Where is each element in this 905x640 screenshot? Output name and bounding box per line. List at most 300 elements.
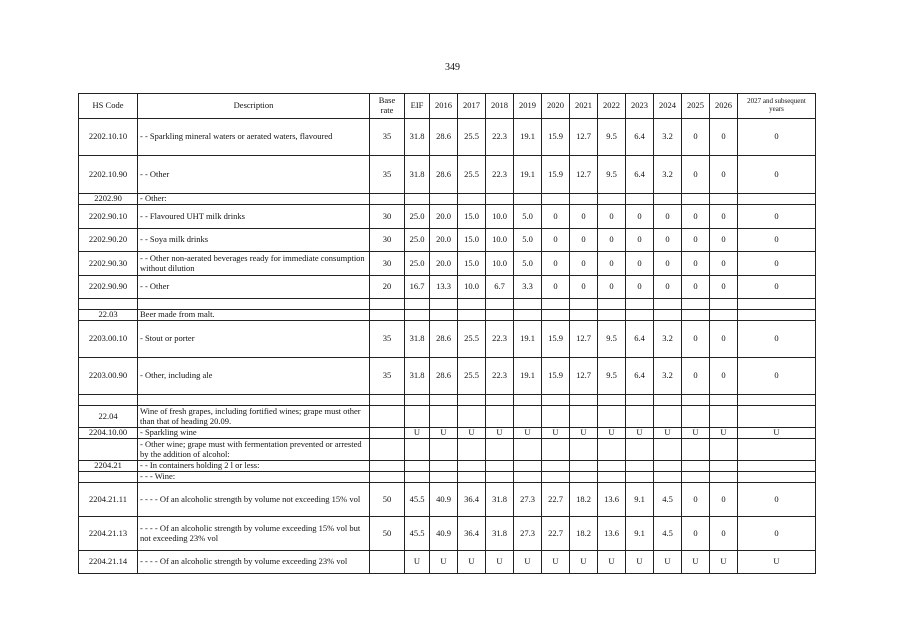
rate-cell: 13.6: [598, 517, 626, 551]
rate-cell: [598, 395, 626, 406]
rate-cell: [430, 395, 458, 406]
column-header: 2020: [542, 94, 570, 119]
rate-cell: 0: [710, 517, 738, 551]
rate-cell: 0: [598, 229, 626, 252]
rate-cell: [514, 406, 542, 428]
rate-cell: [626, 461, 654, 472]
rate-cell: 15.9: [542, 156, 570, 194]
rate-cell: [654, 472, 682, 483]
rate-cell: 12.7: [570, 358, 598, 395]
rate-cell: 15.0: [458, 229, 486, 252]
rate-cell: 0: [738, 252, 816, 276]
rate-cell: 4.5: [654, 517, 682, 551]
rate-cell: [430, 406, 458, 428]
rate-cell: [626, 310, 654, 321]
hs-code-cell: 2202.10.10: [79, 119, 138, 156]
rate-cell: U: [570, 428, 598, 439]
rate-cell: [654, 406, 682, 428]
rate-cell: 0: [738, 156, 816, 194]
rate-cell: [626, 194, 654, 205]
rate-cell: 15.9: [542, 119, 570, 156]
base-rate-cell: [370, 472, 405, 483]
rate-cell: [542, 310, 570, 321]
column-header: HS Code: [79, 94, 138, 119]
rate-cell: 5.0: [514, 229, 542, 252]
base-rate-cell: 35: [370, 119, 405, 156]
rate-cell: 0: [710, 483, 738, 517]
rate-cell: 9.5: [598, 321, 626, 358]
rate-cell: [654, 299, 682, 310]
rate-cell: [405, 406, 430, 428]
description-cell: - - Other: [138, 276, 370, 299]
base-rate-cell: 20: [370, 276, 405, 299]
rate-cell: U: [542, 551, 570, 574]
rate-cell: [682, 406, 710, 428]
rate-cell: [430, 461, 458, 472]
rate-cell: 0: [654, 205, 682, 229]
rate-cell: 0: [738, 119, 816, 156]
description-cell: - Other, including ale: [138, 358, 370, 395]
rate-cell: 0: [738, 321, 816, 358]
rate-cell: [682, 194, 710, 205]
rate-cell: 40.9: [430, 483, 458, 517]
rate-cell: [570, 472, 598, 483]
rate-cell: U: [738, 428, 816, 439]
column-header: EIF: [405, 94, 430, 119]
rate-cell: 0: [682, 119, 710, 156]
rate-cell: 6.7: [486, 276, 514, 299]
rate-cell: [738, 194, 816, 205]
rate-cell: 0: [710, 358, 738, 395]
rate-cell: 27.3: [514, 517, 542, 551]
rate-cell: 0: [654, 252, 682, 276]
rate-cell: 0: [710, 321, 738, 358]
rate-cell: [514, 439, 542, 461]
rate-cell: 9.5: [598, 156, 626, 194]
rate-cell: [682, 461, 710, 472]
description-cell: - Other wine; grape must with fermentation prevented or arrested by the addition of alcohol:: [138, 439, 370, 461]
rate-cell: 0: [738, 483, 816, 517]
rate-cell: 3.3: [514, 276, 542, 299]
rate-cell: 0: [542, 252, 570, 276]
rate-cell: 27.3: [514, 483, 542, 517]
table-row: [79, 551, 816, 574]
rate-cell: [598, 406, 626, 428]
rate-cell: [570, 461, 598, 472]
rate-cell: 0: [542, 276, 570, 299]
column-header: 2023: [626, 94, 654, 119]
rate-cell: U: [542, 428, 570, 439]
hs-code-cell: 22.04: [79, 406, 138, 428]
rate-cell: 15.0: [458, 205, 486, 229]
rate-cell: 0: [682, 517, 710, 551]
rate-cell: U: [514, 428, 542, 439]
rate-cell: 6.4: [626, 156, 654, 194]
rate-cell: 0: [710, 229, 738, 252]
rate-cell: [542, 439, 570, 461]
rate-cell: [458, 194, 486, 205]
rate-cell: 36.4: [458, 483, 486, 517]
rate-cell: 9.5: [598, 119, 626, 156]
rate-cell: [486, 461, 514, 472]
rate-cell: 0: [626, 276, 654, 299]
description-cell: Wine of fresh grapes, including fortified wines; grape must other than that of heading 20.09.: [138, 406, 370, 428]
base-rate-cell: [370, 439, 405, 461]
hs-code-cell: 2202.10.90: [79, 156, 138, 194]
rate-cell: 31.8: [405, 358, 430, 395]
rate-cell: 6.4: [626, 321, 654, 358]
rate-cell: [405, 299, 430, 310]
base-rate-cell: [370, 428, 405, 439]
rate-cell: U: [430, 551, 458, 574]
rate-cell: U: [682, 428, 710, 439]
rate-cell: 0: [738, 358, 816, 395]
table-row: [79, 205, 816, 229]
rate-cell: 0: [598, 205, 626, 229]
rate-cell: [486, 472, 514, 483]
rate-cell: 0: [682, 321, 710, 358]
rate-cell: 31.8: [405, 119, 430, 156]
rate-cell: [405, 461, 430, 472]
hs-code-cell: [79, 439, 138, 461]
table-row: [79, 194, 816, 205]
rate-cell: [598, 439, 626, 461]
table-row: [79, 517, 816, 551]
rate-cell: 20.0: [430, 252, 458, 276]
rate-cell: [738, 299, 816, 310]
rate-cell: [486, 439, 514, 461]
rate-cell: [514, 461, 542, 472]
hs-code-cell: 2204.21: [79, 461, 138, 472]
rate-cell: 9.1: [626, 483, 654, 517]
hs-code-cell: 2204.10.00: [79, 428, 138, 439]
rate-cell: 31.8: [486, 483, 514, 517]
rate-cell: [514, 310, 542, 321]
rate-cell: [542, 299, 570, 310]
hs-code-cell: 2203.00.10: [79, 321, 138, 358]
hs-code-cell: 2204.21.11: [79, 483, 138, 517]
table-header-row: [79, 94, 816, 119]
rate-cell: 28.6: [430, 119, 458, 156]
rate-cell: [654, 194, 682, 205]
rate-cell: 0: [570, 276, 598, 299]
rate-cell: 12.7: [570, 156, 598, 194]
hs-code-cell: 2204.21.13: [79, 517, 138, 551]
rate-cell: U: [710, 551, 738, 574]
rate-cell: 0: [738, 517, 816, 551]
rate-cell: 19.1: [514, 358, 542, 395]
rate-cell: 0: [626, 252, 654, 276]
rate-cell: U: [598, 428, 626, 439]
description-cell: - - Soya milk drinks: [138, 229, 370, 252]
table-row: [79, 358, 816, 395]
rate-cell: 18.2: [570, 483, 598, 517]
rate-cell: [458, 439, 486, 461]
rate-cell: 15.0: [458, 252, 486, 276]
rate-cell: [626, 472, 654, 483]
rate-cell: [405, 395, 430, 406]
column-header: 2027 and subsequent years: [738, 94, 816, 119]
rate-cell: [570, 439, 598, 461]
rate-cell: 22.7: [542, 517, 570, 551]
description-cell: - Other:: [138, 194, 370, 205]
rate-cell: [710, 439, 738, 461]
rate-cell: [430, 439, 458, 461]
rate-cell: [542, 406, 570, 428]
rate-cell: 0: [654, 229, 682, 252]
rate-cell: [458, 395, 486, 406]
rate-cell: 9.1: [626, 517, 654, 551]
table-row: [79, 229, 816, 252]
rate-cell: 0: [598, 276, 626, 299]
rate-cell: 0: [738, 276, 816, 299]
rate-cell: 3.2: [654, 358, 682, 395]
rate-cell: [738, 406, 816, 428]
table-row: [79, 483, 816, 517]
base-rate-cell: 50: [370, 517, 405, 551]
rate-cell: 20.0: [430, 205, 458, 229]
rate-cell: 0: [710, 119, 738, 156]
rate-cell: [486, 299, 514, 310]
description-cell: - - Other non-aerated beverages ready for immediate consumption without dilution: [138, 252, 370, 276]
rate-cell: 25.0: [405, 229, 430, 252]
rate-cell: [682, 395, 710, 406]
rate-cell: [514, 395, 542, 406]
base-rate-cell: 30: [370, 229, 405, 252]
rate-cell: U: [738, 551, 816, 574]
rate-cell: [486, 406, 514, 428]
rate-cell: 19.1: [514, 156, 542, 194]
rate-cell: [458, 310, 486, 321]
rate-cell: 19.1: [514, 321, 542, 358]
rate-cell: [458, 472, 486, 483]
hs-code-cell: 2202.90: [79, 194, 138, 205]
rate-cell: 20.0: [430, 229, 458, 252]
rate-cell: [626, 439, 654, 461]
rate-cell: U: [710, 428, 738, 439]
rate-cell: 10.0: [486, 252, 514, 276]
rate-cell: [542, 472, 570, 483]
rate-cell: 0: [710, 276, 738, 299]
rate-cell: 22.3: [486, 119, 514, 156]
rate-cell: 3.2: [654, 321, 682, 358]
rate-cell: [598, 472, 626, 483]
table-row: [79, 428, 816, 439]
description-cell: Beer made from malt.: [138, 310, 370, 321]
rate-cell: 0: [682, 252, 710, 276]
column-header: 2019: [514, 94, 542, 119]
table-row: [79, 156, 816, 194]
column-header: 2016: [430, 94, 458, 119]
table-row: [79, 439, 816, 461]
rate-cell: [486, 194, 514, 205]
table-row: [79, 406, 816, 428]
base-rate-cell: 35: [370, 156, 405, 194]
rate-cell: U: [405, 428, 430, 439]
rate-cell: 10.0: [486, 205, 514, 229]
rate-cell: 28.6: [430, 156, 458, 194]
rate-cell: [654, 310, 682, 321]
rate-cell: [598, 461, 626, 472]
rate-cell: [430, 194, 458, 205]
table-row: [79, 395, 816, 406]
rate-cell: [542, 395, 570, 406]
rate-cell: U: [514, 551, 542, 574]
rate-cell: [486, 395, 514, 406]
rate-cell: [710, 194, 738, 205]
rate-cell: 0: [682, 358, 710, 395]
rate-cell: 0: [682, 156, 710, 194]
hs-code-cell: 2202.90.20: [79, 229, 138, 252]
rate-cell: [738, 310, 816, 321]
rate-cell: [682, 299, 710, 310]
rate-cell: [654, 461, 682, 472]
rate-cell: U: [486, 428, 514, 439]
rate-cell: U: [598, 551, 626, 574]
rate-cell: 0: [570, 229, 598, 252]
rate-cell: U: [654, 551, 682, 574]
table-row: [79, 119, 816, 156]
rate-cell: U: [458, 428, 486, 439]
description-cell: - - - - Of an alcoholic strength by volume exceeding 23% vol: [138, 551, 370, 574]
rate-cell: [542, 461, 570, 472]
rate-cell: U: [458, 551, 486, 574]
page-number: 349: [445, 62, 460, 73]
rate-cell: 3.2: [654, 119, 682, 156]
table-row: [79, 252, 816, 276]
description-cell: [138, 299, 370, 310]
base-rate-cell: 50: [370, 483, 405, 517]
rate-cell: 0: [570, 252, 598, 276]
description-cell: - - Other: [138, 156, 370, 194]
rate-cell: [458, 406, 486, 428]
rate-cell: 13.6: [598, 483, 626, 517]
description-cell: [138, 395, 370, 406]
rate-cell: 0: [654, 276, 682, 299]
rate-cell: 6.4: [626, 358, 654, 395]
rate-cell: 28.6: [430, 321, 458, 358]
table-row: [79, 321, 816, 358]
rate-cell: 45.5: [405, 517, 430, 551]
rate-cell: 15.9: [542, 321, 570, 358]
column-header: 2022: [598, 94, 626, 119]
rate-cell: 0: [682, 229, 710, 252]
rate-cell: [430, 472, 458, 483]
rate-cell: [710, 472, 738, 483]
description-cell: - Stout or porter: [138, 321, 370, 358]
rate-cell: 0: [710, 252, 738, 276]
rate-cell: 22.3: [486, 156, 514, 194]
rate-cell: [738, 472, 816, 483]
description-cell: - - - - Of an alcoholic strength by volume exceeding 15% vol but not exceeding 23% vol: [138, 517, 370, 551]
rate-cell: 25.0: [405, 252, 430, 276]
rate-cell: 18.2: [570, 517, 598, 551]
rate-cell: [570, 395, 598, 406]
column-header: 2025: [682, 94, 710, 119]
rate-cell: 10.0: [486, 229, 514, 252]
rate-cell: 19.1: [514, 119, 542, 156]
rate-cell: 5.0: [514, 205, 542, 229]
rate-cell: [738, 395, 816, 406]
rate-cell: 13.3: [430, 276, 458, 299]
hs-code-cell: 2204.21.14: [79, 551, 138, 574]
description-cell: - - Flavoured UHT milk drinks: [138, 205, 370, 229]
rate-cell: [458, 299, 486, 310]
rate-cell: 15.9: [542, 358, 570, 395]
rate-cell: [405, 472, 430, 483]
rate-cell: U: [405, 551, 430, 574]
column-header: 2017: [458, 94, 486, 119]
rate-cell: [738, 439, 816, 461]
rate-cell: 3.2: [654, 156, 682, 194]
rate-cell: [430, 310, 458, 321]
rate-cell: 10.0: [458, 276, 486, 299]
rate-cell: 9.5: [598, 358, 626, 395]
table-row: [79, 472, 816, 483]
rate-cell: 5.0: [514, 252, 542, 276]
column-header: 2018: [486, 94, 514, 119]
base-rate-cell: [370, 194, 405, 205]
table-row: [79, 310, 816, 321]
rate-cell: 31.8: [486, 517, 514, 551]
description-cell: - - Sparkling mineral waters or aerated waters, flavoured: [138, 119, 370, 156]
rate-cell: 0: [710, 156, 738, 194]
rate-cell: 31.8: [405, 321, 430, 358]
rate-cell: 0: [598, 252, 626, 276]
rate-cell: [626, 395, 654, 406]
rate-cell: [738, 461, 816, 472]
rate-cell: [710, 461, 738, 472]
column-header: 2026: [710, 94, 738, 119]
rate-cell: [654, 439, 682, 461]
base-rate-cell: [370, 461, 405, 472]
column-header: Base rate: [370, 94, 405, 119]
rate-cell: [626, 299, 654, 310]
rate-cell: 40.9: [430, 517, 458, 551]
hs-code-cell: 2202.90.30: [79, 252, 138, 276]
base-rate-cell: 30: [370, 252, 405, 276]
rate-cell: U: [486, 551, 514, 574]
rate-cell: [682, 472, 710, 483]
rate-cell: [710, 299, 738, 310]
rate-cell: 25.5: [458, 156, 486, 194]
rate-cell: 0: [542, 205, 570, 229]
rate-cell: 31.8: [405, 156, 430, 194]
rate-cell: 0: [682, 205, 710, 229]
rate-cell: [405, 439, 430, 461]
rate-cell: [570, 406, 598, 428]
table-row: [79, 461, 816, 472]
hs-code-cell: 2202.90.90: [79, 276, 138, 299]
rate-cell: U: [654, 428, 682, 439]
rate-cell: 16.7: [405, 276, 430, 299]
rate-cell: 0: [738, 205, 816, 229]
rate-cell: [405, 310, 430, 321]
rate-cell: 0: [626, 229, 654, 252]
rate-cell: 0: [710, 205, 738, 229]
rate-cell: [710, 406, 738, 428]
rate-cell: 22.3: [486, 358, 514, 395]
column-header: 2021: [570, 94, 598, 119]
hs-code-cell: 2202.90.10: [79, 205, 138, 229]
table-row: [79, 276, 816, 299]
rate-cell: [598, 310, 626, 321]
rate-cell: [710, 310, 738, 321]
rate-cell: 0: [570, 205, 598, 229]
rate-cell: 28.6: [430, 358, 458, 395]
rate-cell: U: [430, 428, 458, 439]
rate-cell: U: [570, 551, 598, 574]
